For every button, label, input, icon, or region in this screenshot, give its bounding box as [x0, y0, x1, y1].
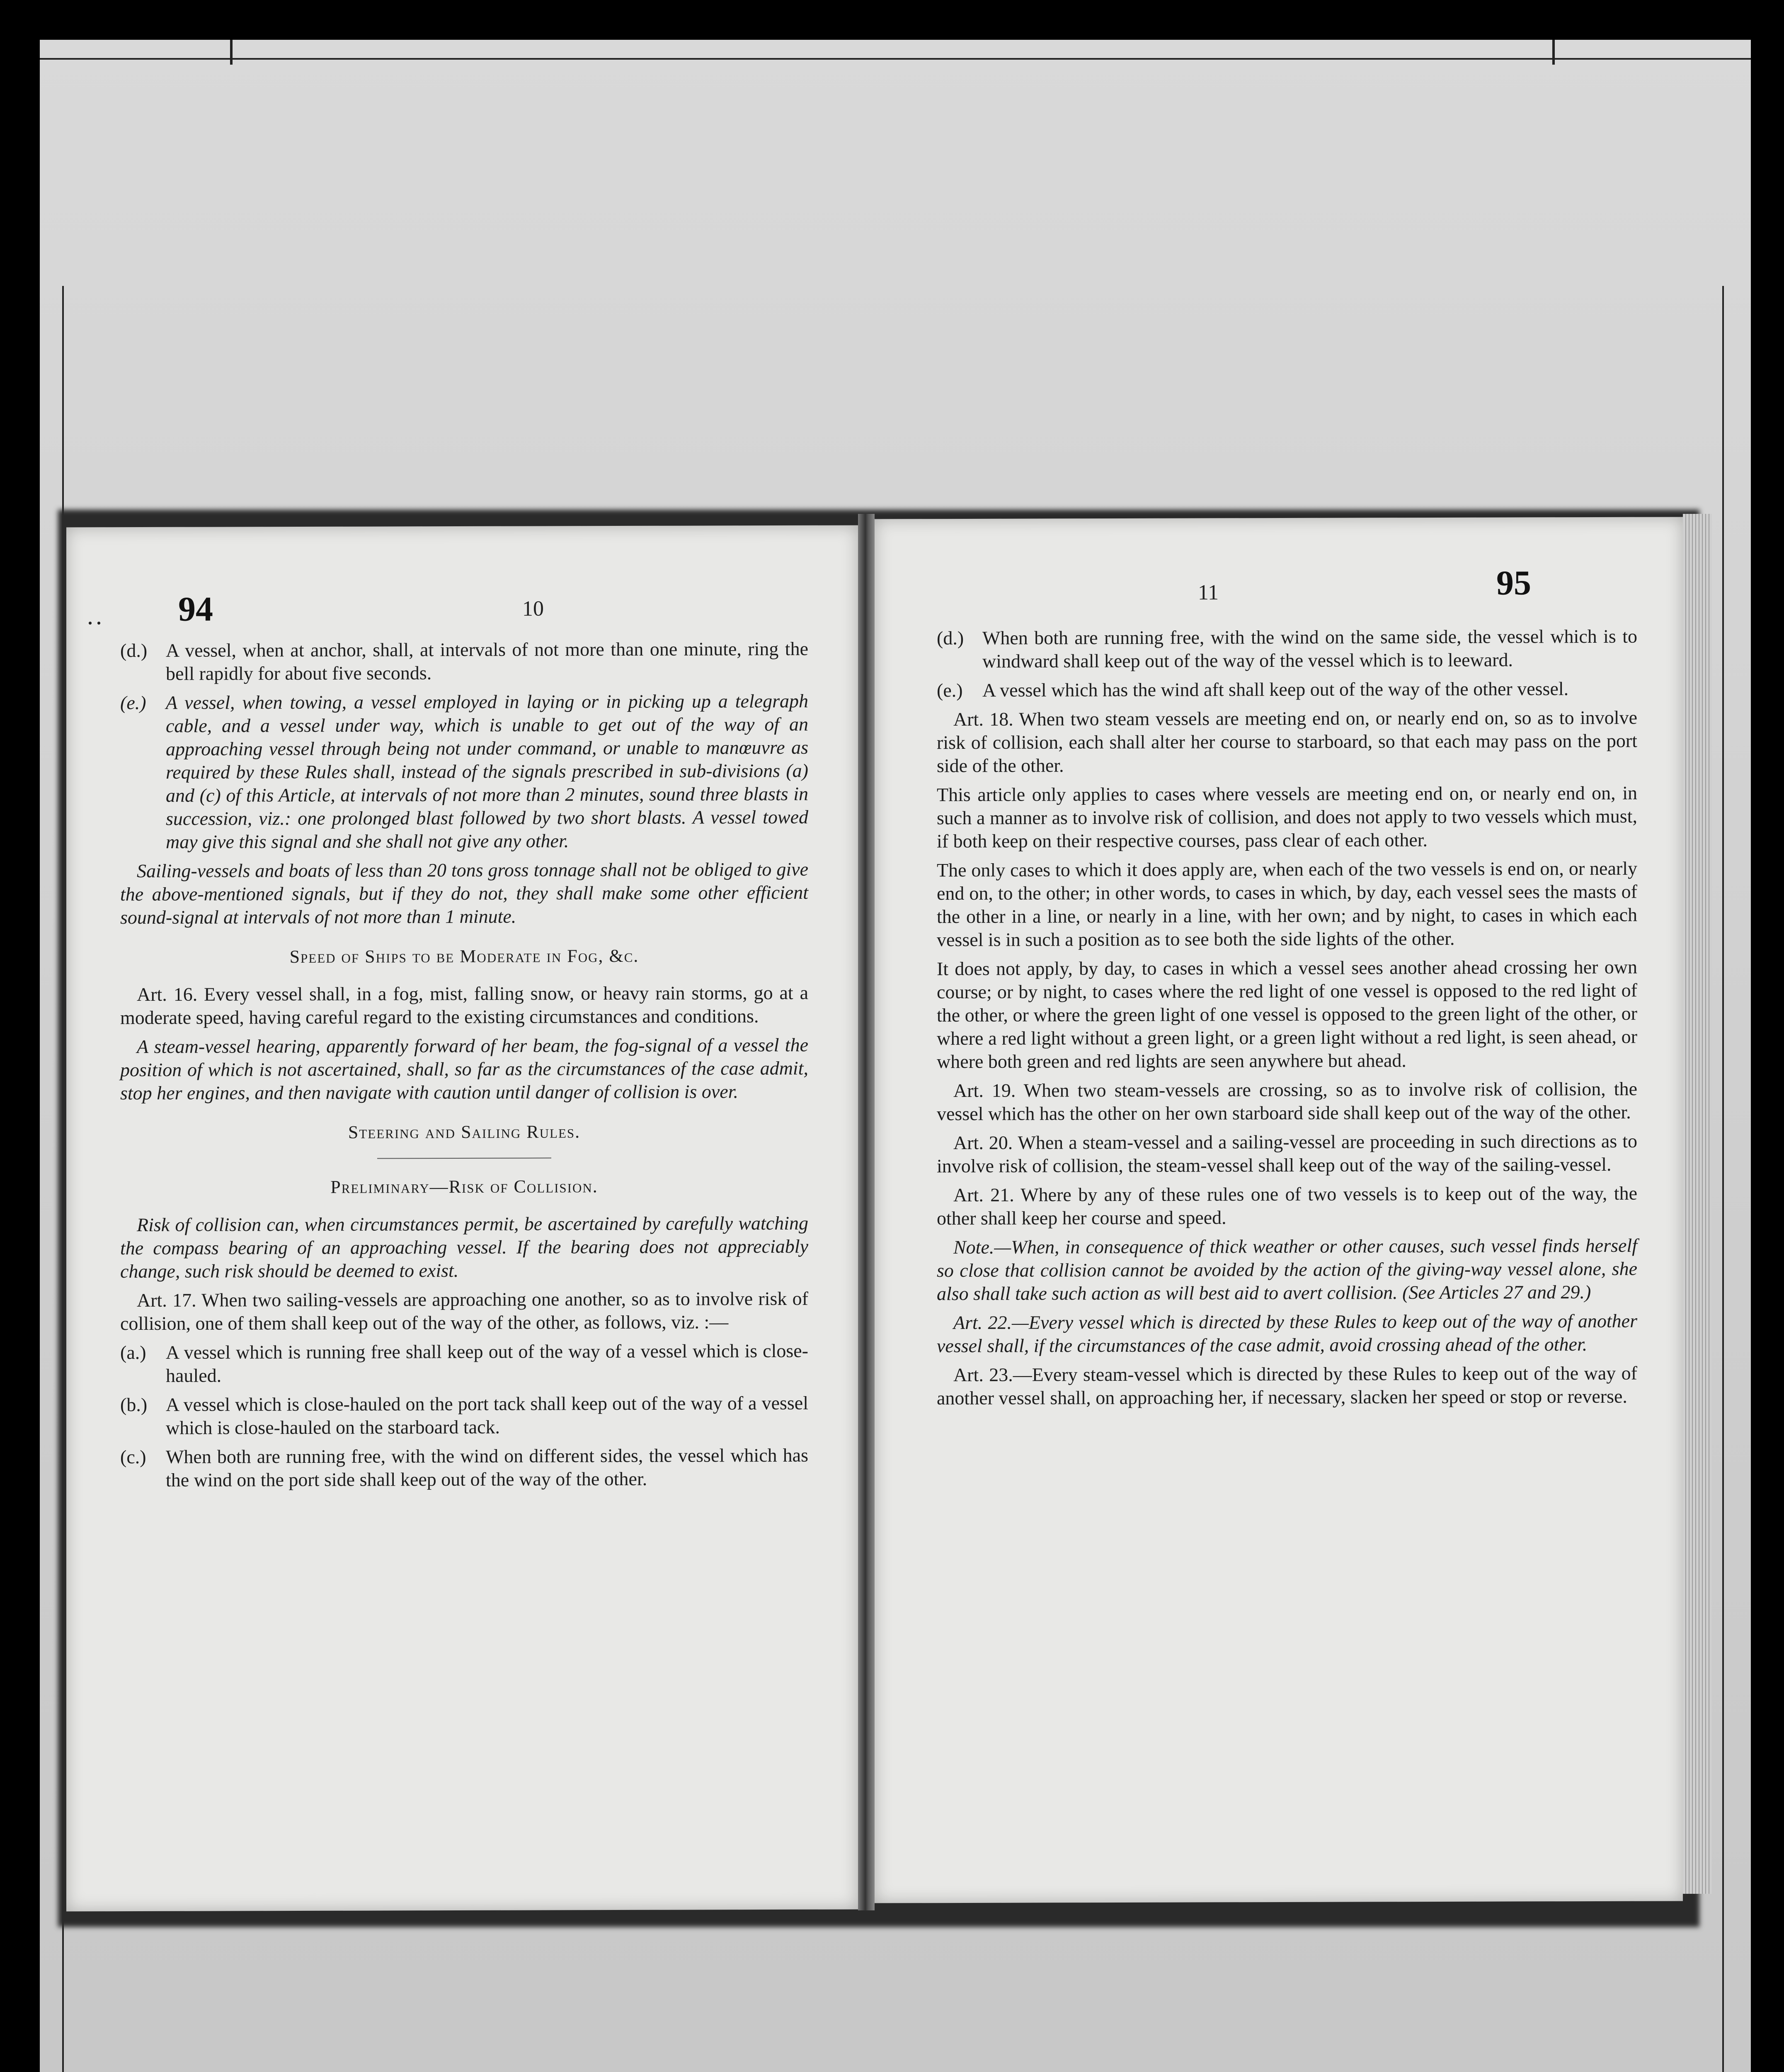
steam-vessel-hearing-paragraph: A steam-vessel hearing, apparently forward of her beam, the fog-signal of a vessel the position of which is not ascertained, shall, so far as the circumstances of the case admit, stop her engines, and then navigate with caution until danger of collision is over. — [120, 1034, 808, 1104]
rule-d-right — [937, 625, 1637, 673]
does-not-apply-paragraph: It does not apply, by day, to cases in which a vessel sees another ahead crossing her own course; or by night, to cases where the red light of one vessel is opposed to the red light of the other, or where the green light of one vessel is opposed to the green light of the other, or where a red light without a green light, or a green light without a red light, is seen ahead, or where both green and red lights are seen anywhere but ahead. — [937, 956, 1637, 1072]
item-text: A vessel which is close-hauled on the port tack shall keep out of the way of a vessel which is close-hauled on the starboard tack. — [166, 1392, 808, 1438]
art19-paragraph: Art. 19. When two steam-vessels are crossing, so as to involve risk of collision, the vessel which has the other on her own starboard side shall keep out of the way of the other. — [937, 1078, 1637, 1125]
rule-e-left — [120, 690, 808, 854]
top-tick-left — [230, 40, 233, 65]
rule-a-left — [120, 1339, 808, 1387]
art23-paragraph: Art. 23.—Every steam-vessel which is directed by these Rules to keep out of the way of another vessel shall, on approaching her, if necessary, slacken her speed or stop or reverse. — [937, 1362, 1637, 1409]
margin-dots: .. — [87, 602, 104, 630]
heading-steering: Steering and Sailing Rules. — [348, 1121, 581, 1143]
art21-paragraph: Art. 21. Where by any of these rules one of two vessels is to keep out of the way, the other shall keep her course and speed. — [937, 1182, 1637, 1229]
art16-paragraph: Art. 16. Every vessel shall, in a fog, mist, falling snow, or heavy rain storms, go at a moderate speed, having careful regard to the existing circumstances and conditions. — [120, 982, 808, 1029]
item-label: (d.) — [120, 639, 148, 661]
item-label: (c.) — [120, 1446, 146, 1468]
left-column — [120, 637, 808, 1498]
item-label: (a.) — [120, 1341, 146, 1363]
heading-speed: Speed of Ships to be Moderate in Fog, &c. — [289, 945, 639, 967]
art17-paragraph: Art. 17. When two sailing-vessels are approaching one another, so as to involve risk of collision, one of them shall keep out of the way of the other, as follows, viz. :— — [120, 1288, 808, 1334]
only-cases-paragraph: The only cases to which it does apply are, when each of the two vessels is end on, or nearly end on, to the other; in other words, to cases in which, by day, each vessel sees the masts of the other in a line, or nearly in a line, with her own; and by night, to cases in which each vessel is in such a position as to see both the side lights of the other. — [937, 857, 1637, 951]
item-label: (b.) — [120, 1394, 148, 1416]
item-label: (d.) — [937, 627, 964, 649]
right-frame-line — [1722, 286, 1724, 2072]
page-number-right: 11 — [1198, 581, 1219, 605]
page-edges — [1683, 514, 1712, 1894]
right-column — [937, 625, 1637, 1416]
heading-preliminary: Preliminary—Risk of Collision. — [330, 1176, 598, 1197]
item-text: A vessel which has the wind aft shall keep out of the way of the other vessel. — [982, 678, 1569, 701]
risk-paragraph: Risk of collision can, when circumstances permit, be ascertained by carefully watching the compass bearing of an approaching vessel. If the bearing does not appreciably change, such risk should be deemed to exist. — [120, 1212, 808, 1282]
item-text: When both are running free, with the wind on the same side, the vessel which is to windward shall keep out of the way of the vessel which is to leeward. — [982, 625, 1637, 672]
this-article-paragraph: This article only applies to cases where vessels are meeting end on, or nearly end on, in such a manner as to involve risk of collision, and does not apply to two vessels which must, if both keep on their respective courses, pass clear of each other. — [937, 782, 1637, 852]
item-text: A vessel, when at anchor, shall, at intervals of not more than one minute, ring the bell rapidly for about five seconds. — [166, 638, 808, 684]
rule-c-left — [120, 1444, 808, 1492]
divider-rule — [377, 1157, 551, 1159]
book-gutter — [858, 514, 875, 1910]
art20-paragraph: Art. 20. When a steam-vessel and a sailing-vessel are proceeding in such directions as to involve risk of collision, the steam-vessel shall keep out of the way of the sailing-vessel. — [937, 1130, 1637, 1177]
sailing-vessels-paragraph: Sailing-vessels and boats of less than 20 tons gross tonnage shall not be obliged to give the above-mentioned signals, but if they do not, they shall make some other efficient sound-signal at intervals of not more than 1 minute. — [120, 858, 808, 928]
item-label: (e.) — [937, 679, 963, 701]
page-number-left: 10 — [522, 597, 544, 621]
stamp-number-left: 94 — [178, 590, 213, 629]
rule-b-left — [120, 1392, 808, 1440]
stamp-number-right: 95 — [1496, 564, 1531, 603]
item-text: When both are running free, with the wind on different sides, the vessel which has the wind on the port side shall keep out of the way of the other. — [166, 1444, 808, 1491]
art18-paragraph: Art. 18. When two steam vessels are meeting end on, or nearly end on, so as to involve risk of collision, each shall alter her course to starboard, so that each may pass on the port side of the other. — [937, 707, 1637, 777]
rule-d-left — [120, 637, 808, 685]
right-page — [875, 517, 1683, 1903]
top-tick-right — [1552, 40, 1555, 65]
item-label: (e.) — [120, 692, 146, 714]
note-paragraph: Note.—When, in consequence of thick weather or other causes, such vessel finds herself so close that collision cannot be avoided by the action of the giving-way vessel alone, she also shall take such action as will best aid to avert collision. (See Articles 27 and 29.) — [937, 1234, 1637, 1305]
art22-paragraph: Art. 22.—Every vessel which is directed by these Rules to keep out of the way of another vessel shall, if the circumstances of the case admit, avoid crossing ahead of the other. — [937, 1310, 1637, 1357]
left-page — [66, 525, 858, 1911]
item-text: A vessel, when towing, a vessel employed in laying or in picking up a telegraph cable, and a vessel under way, which is unable to get out of the way of an approaching vessel through being not under command, or unable to manœuvre as required by these Rules shall, instead of the signals prescribed in sub-divisions (a) and (c) of this Article, at intervals of not more than 2 minutes, sound three blasts in succession, viz.: one prolonged blast followed by two short blasts. A vessel towed may give this signal and she shall not give any other. — [166, 690, 808, 852]
rule-e-right — [937, 677, 1637, 702]
item-text: A vessel which is running free shall keep out of the way of a vessel which is close-hauled. — [166, 1340, 808, 1386]
top-frame-line — [40, 58, 1751, 60]
